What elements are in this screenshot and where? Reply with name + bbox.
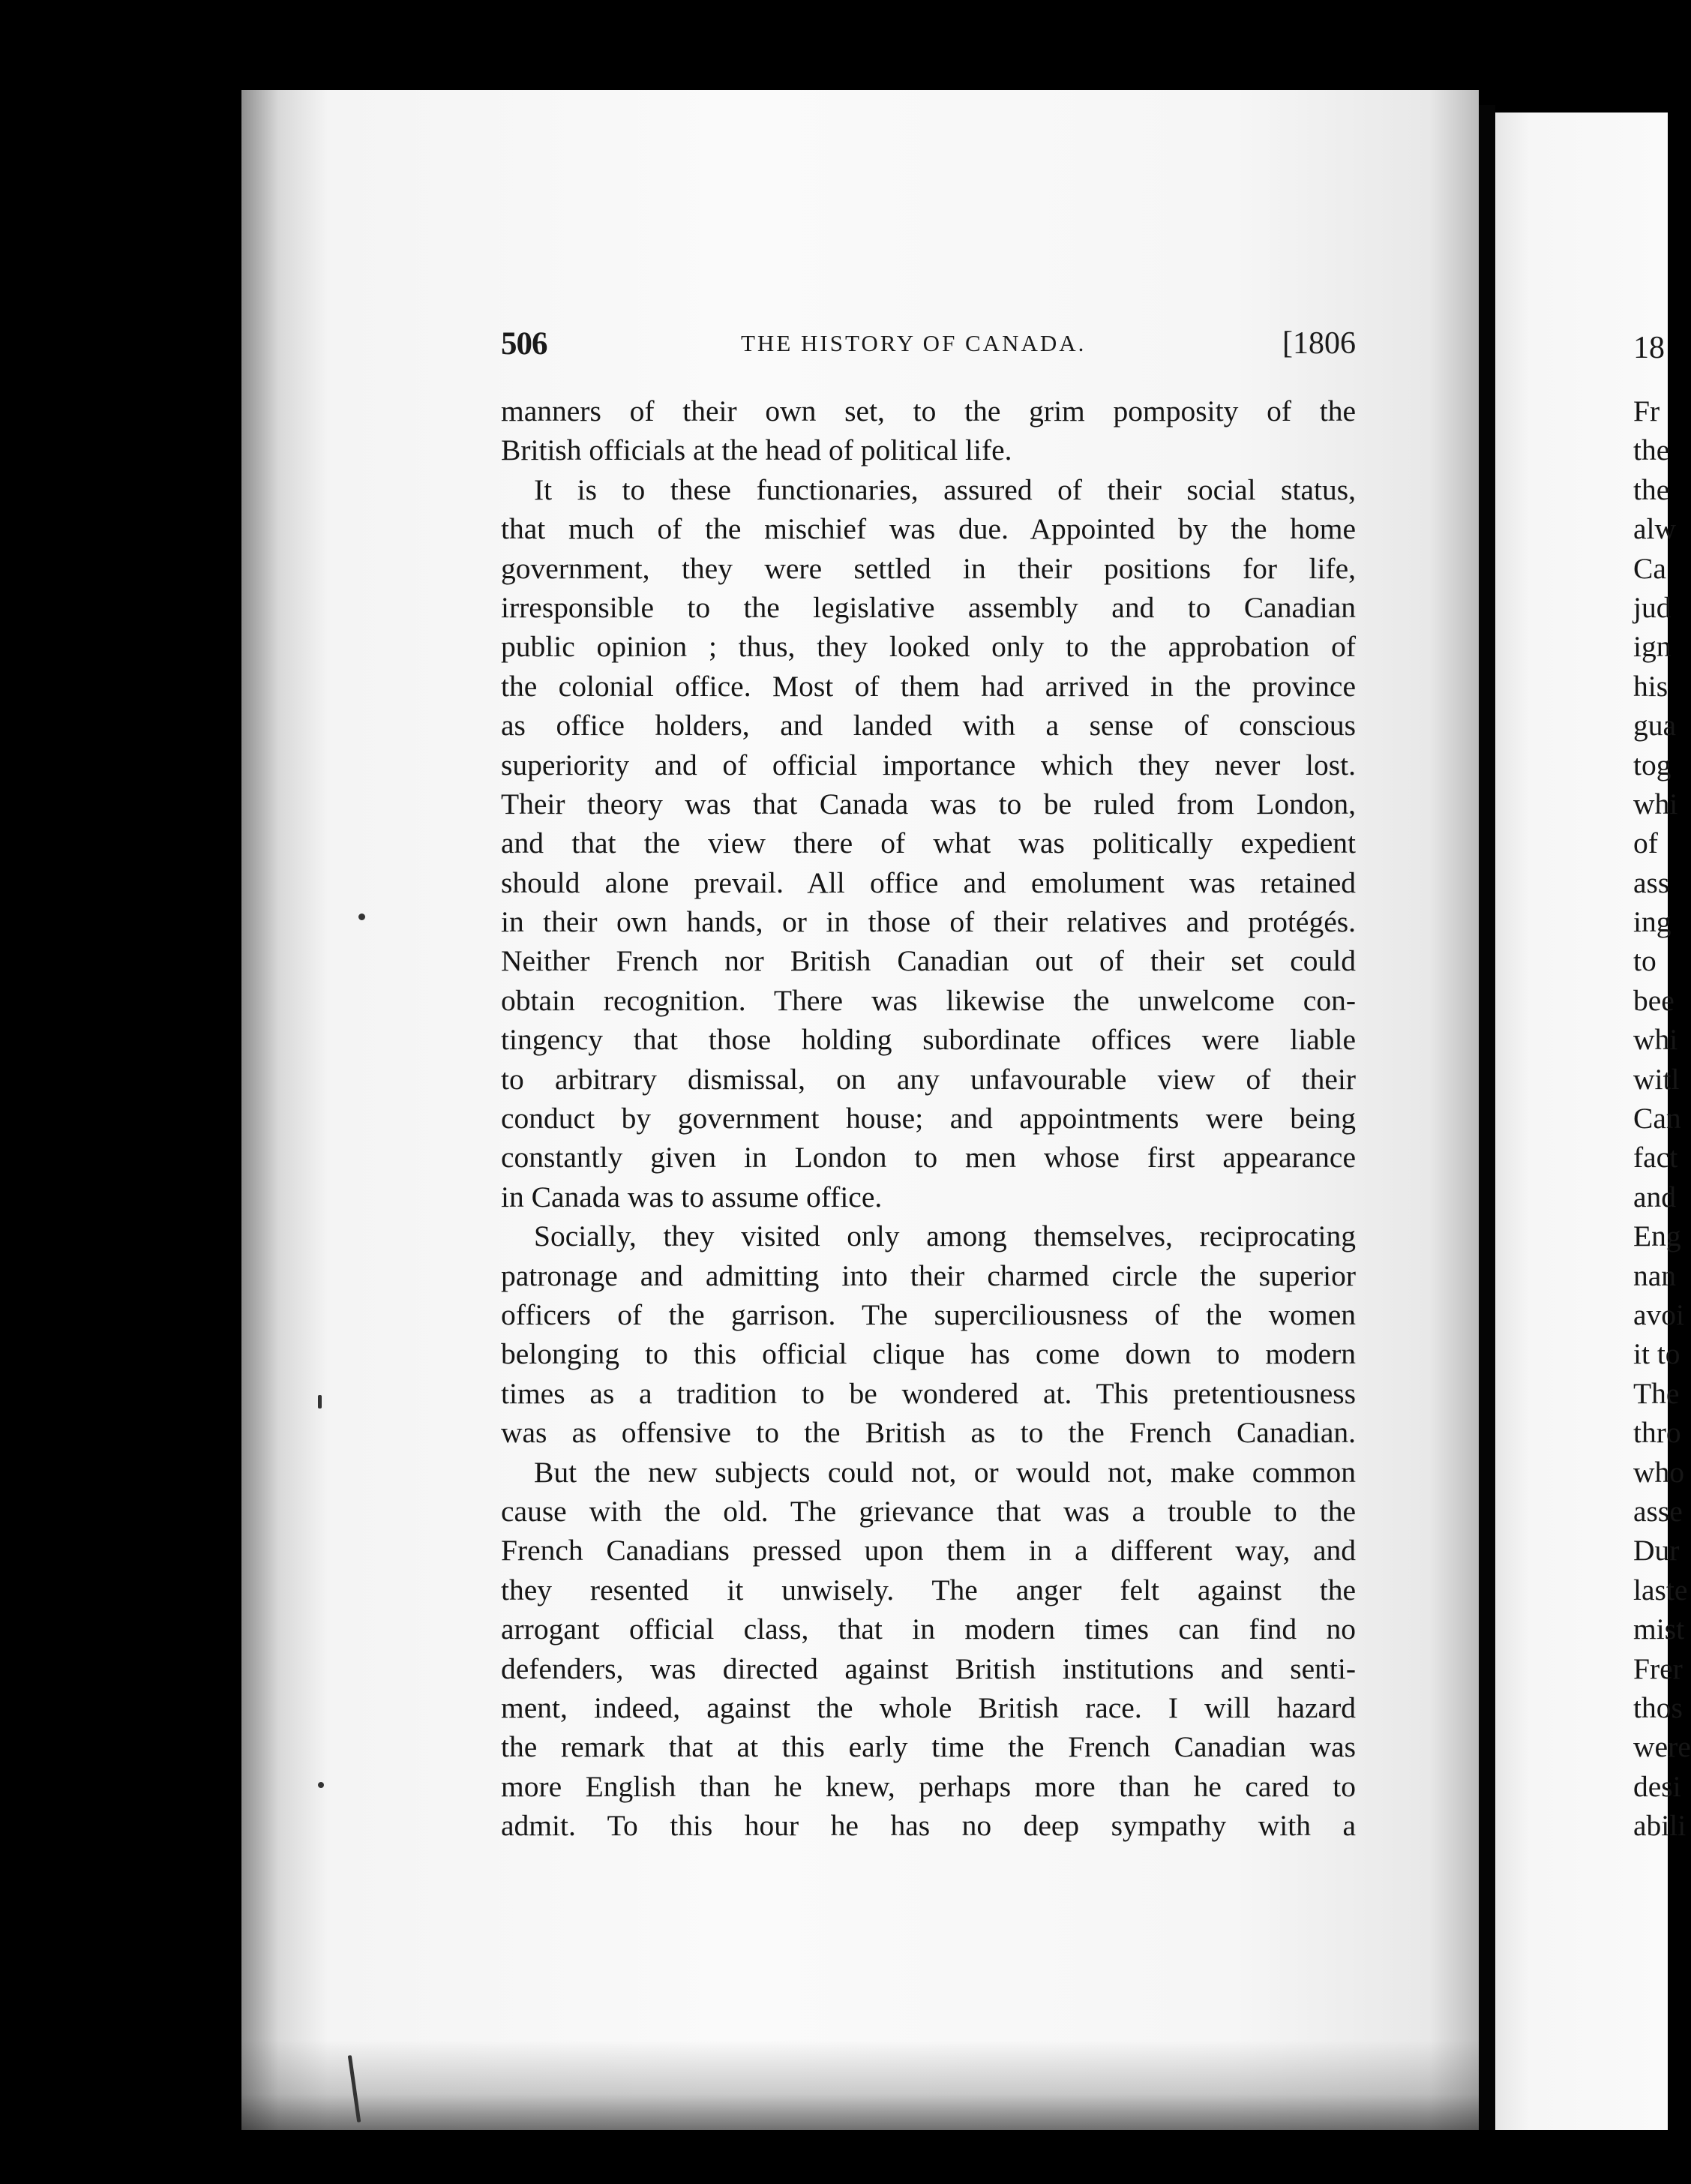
facing-line-fragment: ign xyxy=(1633,630,1672,664)
text-line: Neither French nor British Canadian out of their set could xyxy=(501,944,1356,978)
page-number: 506 xyxy=(501,326,547,362)
facing-line-fragment: asse xyxy=(1633,1494,1683,1528)
text-line: British officials at the head of political life. xyxy=(501,434,1012,467)
facing-page-text xyxy=(1633,326,1691,1845)
facing-line-fragment: whi xyxy=(1633,787,1678,820)
text-line: irresponsible to the legislative assembly and to Canadian xyxy=(501,590,1356,624)
scan-speck xyxy=(318,1395,322,1408)
text-line: manners of their own set, to the grim pomposity of the xyxy=(501,394,1356,428)
book-gutter xyxy=(1479,105,1495,2130)
facing-line-fragment: witl xyxy=(1633,1062,1680,1096)
text-line: obtain recognition. There was likewise the unwelcome con- xyxy=(501,983,1356,1017)
text-line: But the new subjects could not, or would not, make common xyxy=(534,1455,1356,1489)
scan-speck xyxy=(318,1782,324,1788)
text-line: was as offensive to the British as to the French Canadian. xyxy=(501,1416,1356,1450)
facing-line-fragment: fact xyxy=(1633,1141,1678,1174)
scan-speck xyxy=(358,914,365,920)
text-line: government, they were settled in their positions for life, xyxy=(501,551,1356,585)
facing-line-fragment: Dur xyxy=(1633,1534,1680,1568)
facing-line-fragment: laste xyxy=(1633,1573,1688,1606)
facing-line-fragment: the xyxy=(1633,472,1670,506)
text-line: should alone prevail. All office and emolument was retained xyxy=(501,866,1356,899)
facing-line-fragment: ing xyxy=(1633,905,1672,939)
facing-line-fragment: Eng xyxy=(1633,1220,1681,1253)
facing-line-fragment: Can xyxy=(1633,1102,1681,1136)
text-line: that much of the mischief was due. Appointed by the home xyxy=(501,512,1356,546)
facing-line-fragment: nan xyxy=(1633,1258,1677,1292)
text-line: and that the view there of what was politically expedient xyxy=(501,826,1356,860)
text-line: in Canada was to assume office. xyxy=(501,1180,883,1214)
text-line: the remark that at this early time the French Canadian was xyxy=(501,1730,1356,1764)
text-line: they resented it unwisely. The anger felt against the xyxy=(501,1573,1356,1606)
text-line: Their theory was that Canada was to be ruled from London, xyxy=(501,787,1356,820)
facing-line-fragment: the xyxy=(1633,434,1670,467)
facing-line-fragment: mist xyxy=(1633,1612,1685,1646)
facing-line-fragment: jud xyxy=(1633,590,1672,624)
text-line: in their own hands, or in those of their relatives and protégés. xyxy=(501,905,1356,939)
facing-line-fragment: whi xyxy=(1633,1023,1678,1057)
text-line: superiority and of official importance which they never lost. xyxy=(501,748,1356,782)
facing-line-fragment: gua xyxy=(1633,709,1677,742)
text-line: arrogant official class, that in modern times can find no xyxy=(501,1612,1356,1646)
text-line: patronage and admitting into their charmed circle the superior xyxy=(501,1258,1356,1292)
text-line: public opinion ; thus, they looked only to the approbation of xyxy=(501,630,1356,664)
text-line: admit. To this hour he has no deep sympathy with a xyxy=(501,1809,1356,1843)
text-line: as office holders, and landed with a sense of conscious xyxy=(501,709,1356,742)
running-title: THE HISTORY OF CANADA. xyxy=(741,330,1087,356)
facing-running-year: 18 xyxy=(1633,331,1665,365)
facing-line-fragment: of xyxy=(1633,826,1658,860)
facing-line-fragment: Ca xyxy=(1633,551,1666,585)
facing-line-fragment: thro xyxy=(1633,1416,1681,1450)
text-line: the colonial office. Most of them had arrived in the province xyxy=(501,669,1356,703)
facing-line-fragment: desi xyxy=(1633,1769,1681,1803)
facing-line-fragment: The xyxy=(1633,1376,1680,1410)
facing-line-fragment: ass xyxy=(1633,866,1670,899)
text-line: times as a tradition to be wondered at. This pretentiousness xyxy=(501,1376,1356,1410)
text-line: ment, indeed, against the whole British race. I will hazard xyxy=(501,1690,1356,1724)
facing-line-fragment: alw xyxy=(1633,512,1677,546)
facing-line-fragment: were xyxy=(1633,1730,1691,1764)
body-text xyxy=(501,392,1356,1845)
text-line: more English than he knew, perhaps more than he cared to xyxy=(501,1769,1356,1803)
facing-line-fragment: his xyxy=(1633,669,1669,703)
facing-line-fragment: Frer xyxy=(1633,1652,1683,1685)
facing-line-fragment: avoi xyxy=(1633,1298,1685,1331)
text-line: to arbitrary dismissal, on any unfavourable view of their xyxy=(501,1062,1356,1096)
text-line: officers of the garrison. The superciliousness of the women xyxy=(501,1298,1356,1331)
text-line: constantly given in London to men whose first appearance xyxy=(501,1141,1356,1174)
text-line: It is to these functionaries, assured of their social status, xyxy=(534,472,1356,506)
facing-line-fragment: it to xyxy=(1633,1337,1681,1371)
text-line: cause with the old. The grievance that was a trouble to the xyxy=(501,1494,1356,1528)
text-line: tingency that those holding subordinate offices were liable xyxy=(501,1023,1356,1057)
running-head xyxy=(501,326,1356,370)
text-line: French Canadians pressed upon them in a different way, and xyxy=(501,1534,1356,1568)
text-line: Socially, they visited only among themselves, reciprocating xyxy=(534,1220,1356,1253)
running-year: [1806 xyxy=(1282,326,1356,361)
facing-line-fragment: to xyxy=(1633,944,1657,978)
facing-line-fragment: and xyxy=(1633,1180,1677,1214)
text-line: belonging to this official clique has come down to modern xyxy=(501,1337,1356,1371)
text-line: defenders, was directed against British institutions and senti- xyxy=(501,1652,1356,1685)
facing-line-fragment: thos xyxy=(1633,1690,1683,1724)
facing-line-fragment: Fr xyxy=(1633,394,1660,428)
facing-line-fragment: who xyxy=(1633,1455,1685,1489)
facing-line-fragment: bee xyxy=(1633,983,1675,1017)
text-line: conduct by government house; and appointments were being xyxy=(501,1102,1356,1136)
facing-line-fragment: abili xyxy=(1633,1809,1687,1843)
facing-line-fragment: tog xyxy=(1633,748,1672,782)
